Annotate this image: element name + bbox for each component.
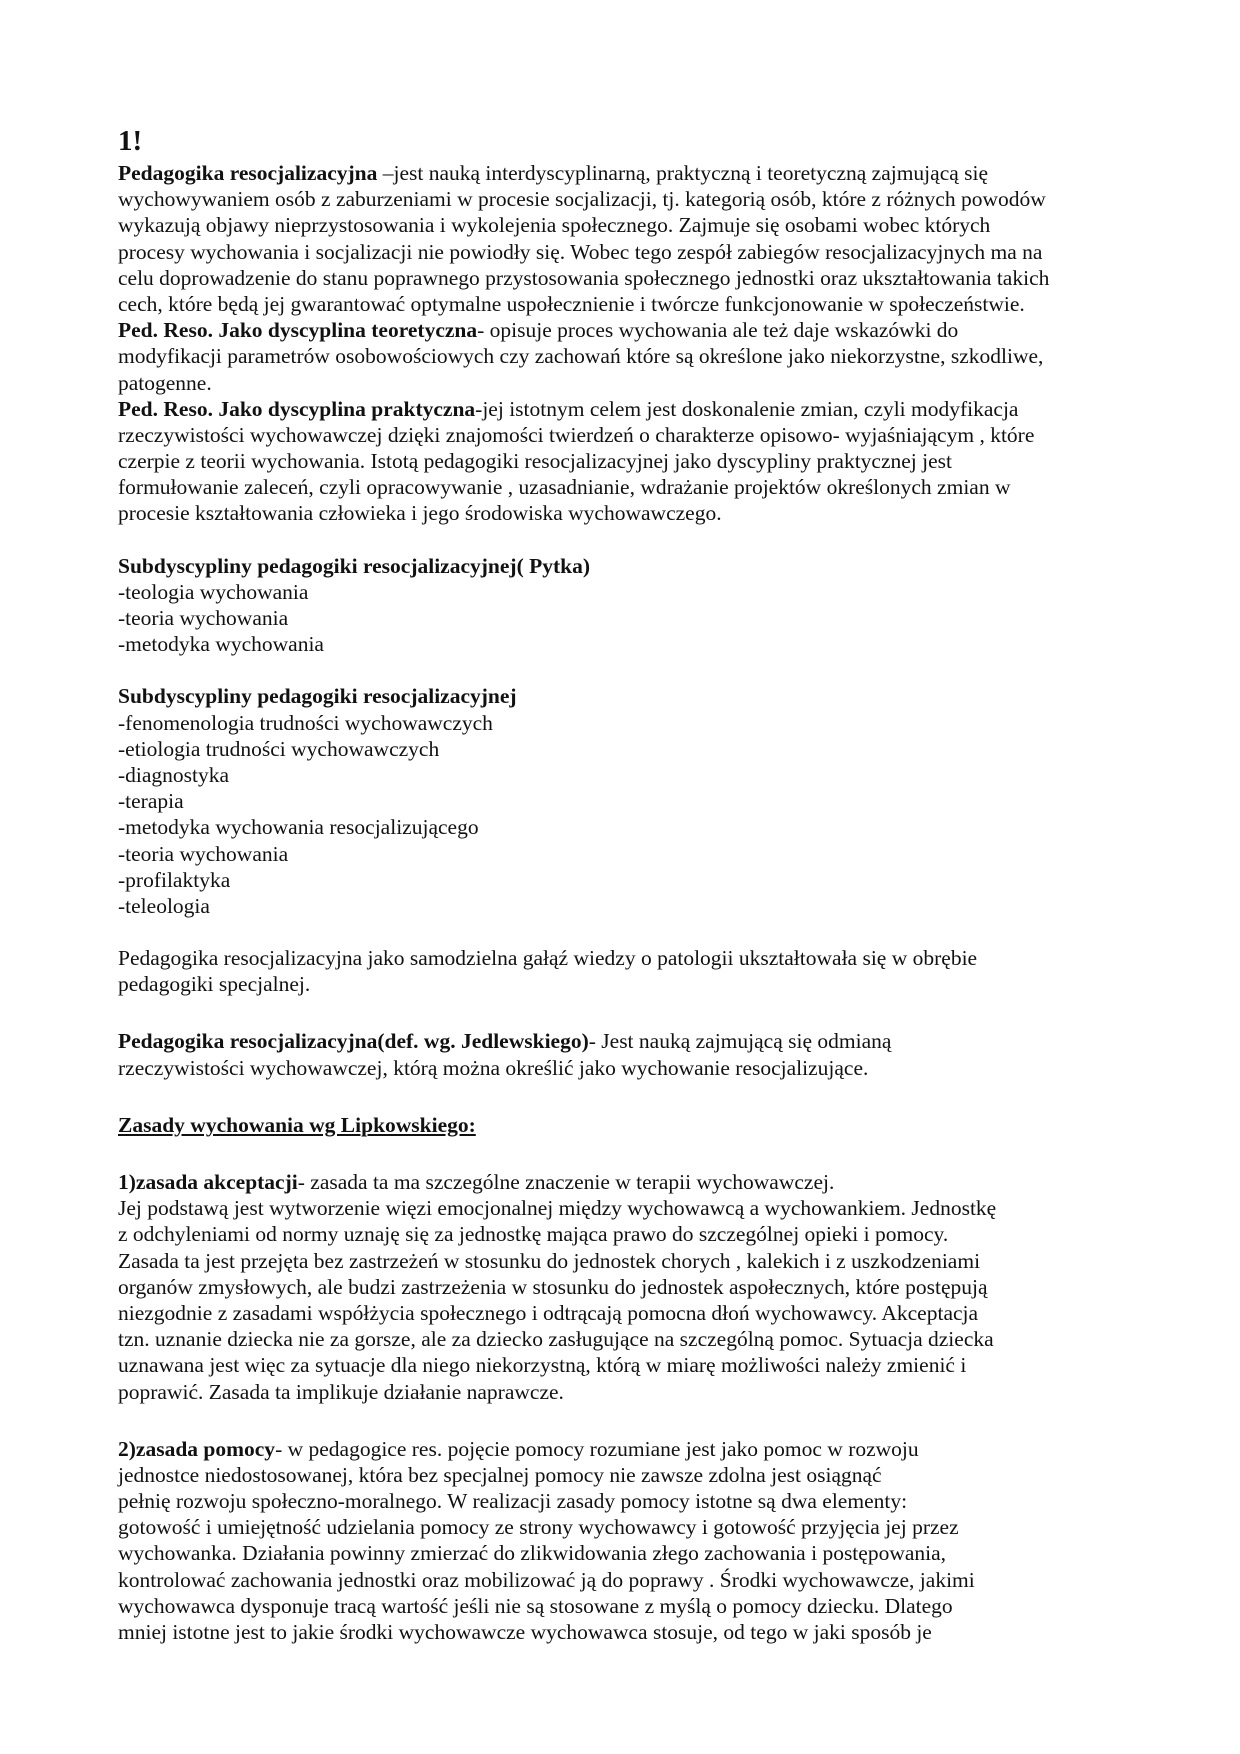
text-line [118, 265, 1128, 291]
paragraph [118, 1436, 1128, 1646]
paragraph [118, 683, 1128, 919]
text-line [118, 1112, 1128, 1138]
text-run: niezgodnie z zasadami współżycia społecznego i odtrącają pomocna dłoń wychowawcy. Akceptacja [118, 1300, 979, 1325]
text-line [118, 1028, 1128, 1054]
text-line [118, 788, 1128, 814]
text-line [118, 1379, 1128, 1405]
text-line [118, 945, 1128, 971]
text-run: wychowywaniem osób z zaburzeniami w procesie socjalizacji, tj. kategorią osób, które z różnych powodów [118, 187, 1046, 212]
text-line [118, 631, 1128, 657]
text-run: -teoria wychowania [118, 606, 289, 630]
text-run: –jest nauką interdyscyplinarną, praktyczną i teoretyczną zajmującą się [382, 161, 989, 185]
text-line [118, 1540, 1128, 1566]
text-run: -etiologia trudności wychowawczych [118, 736, 440, 761]
text-line [118, 370, 1128, 396]
text-run: - Jest nauką zajmującą się odmianą [588, 1029, 892, 1054]
text-run: tzn. uznanie dziecka nie za gorsze, ale za dziecko zasługujące na szczególną pomoc. Sytuacja dziecka [118, 1327, 994, 1352]
text-line [118, 1169, 1128, 1195]
text-run: - zasada ta ma szczególne znaczenie w terapii wychowawczej. [297, 1170, 835, 1194]
text-line [118, 1567, 1128, 1593]
text-line [118, 291, 1128, 317]
text-line [118, 971, 1128, 997]
bold-term: Subdyscypliny pedagogiki resocjalizacyjnej [118, 684, 517, 709]
text-run: pełnię rozwoju społeczno-moralnego. W realizacji zasady pomocy istotne są dwa elementy: [118, 1489, 908, 1514]
text-run: - w pedagogice res. pojęcie pomocy rozumiane jest jako pomoc w rozwoju [275, 1436, 919, 1461]
text-line [118, 579, 1128, 605]
text-line [118, 1326, 1128, 1352]
text-line [118, 1221, 1128, 1247]
text-run: Jej podstawą jest wytworzenie więzi emocjonalnej między wychowawcą a wychowankiem. Jednostkę [118, 1196, 997, 1221]
text-run: wychowanka. Działania powinny zmierzać do zlikwidowania złego zachowania i postępowania, [118, 1541, 947, 1566]
text-run: -teleologia [118, 893, 210, 918]
text-run: mniej istotne jest to jakie środki wychowawcze wychowawca stosuje, od tego w jaki sposób je [118, 1620, 932, 1644]
text-run: pedagogiki specjalnej. [118, 972, 311, 997]
text-run: poprawić. Zasada ta implikuje działanie naprawcze. [118, 1379, 564, 1404]
bold-term: 2)zasada pomocy [118, 1436, 276, 1461]
paragraph [118, 1112, 1128, 1138]
text-run: rzeczywistości wychowawczej, którą można określić jako wychowanie resocjalizujące. [118, 1055, 869, 1080]
text-line [118, 212, 1128, 238]
paragraph [118, 160, 1128, 527]
text-run: gotowość i umiejętność udzielania pomocy ze strony wychowawcy i gotowość przyjęcia jej przez [118, 1515, 959, 1540]
text-run: procesy wychowania i socjalizacji nie powiodły się. Wobec tego zespół zabiegów resocjalizacyjnych ma na [118, 239, 1043, 264]
text-line [118, 841, 1128, 867]
text-line [118, 710, 1128, 736]
text-run: - opisuje proces wychowania ale też daje wskazówki do [477, 318, 959, 343]
bold-term: Ped. Reso. Jako dyscyplina teoretyczna [118, 318, 478, 343]
text-line [118, 1300, 1128, 1326]
bold-term: Subdyscypliny pedagogiki resocjalizacyjnej( Pytka) [118, 553, 591, 578]
text-run: wychowawca dysponuje tracą wartość jeśli nie są stosowane z myślą o pomocy dziecku. Dlatego [118, 1593, 953, 1618]
text-run: z odchyleniami od normy uznaję się za jednostkę mająca prawo do szczególnej opieki i pomocy. [118, 1222, 949, 1247]
text-line [118, 1055, 1128, 1081]
document-body [118, 160, 1128, 1645]
text-run: -teoria wychowania [118, 841, 289, 866]
text-line [118, 893, 1128, 919]
text-run: wykazują objawy nieprzystosowania i wykolejenia społecznego. Zajmuje się osobami wobec których [118, 213, 991, 238]
text-run: kontrolować zachowania jednostki oraz mobilizować ją do poprawy . Środki wychowawcze, jakimi [118, 1567, 975, 1592]
text-line [118, 474, 1128, 500]
text-line [118, 239, 1128, 265]
text-run: formułowanie zaleceń, czyli opracowywanie , uzasadnianie, wdrażanie projektów określonych zmian w [118, 475, 1011, 500]
text-line [118, 1352, 1128, 1378]
paragraph [118, 553, 1128, 658]
text-line [118, 396, 1128, 422]
text-line [118, 317, 1128, 343]
text-run: -jej istotnym celem jest doskonalenie zmian, czyli modyfikacja [475, 396, 1019, 421]
bold-term: Ped. Reso. Jako dyscyplina praktyczna [118, 396, 476, 421]
paragraph [118, 1169, 1128, 1405]
text-run: uznawana jest więc za sytuacje dla niego niekorzystną, którą w miarę możliwości należy zmienić i [118, 1353, 967, 1378]
text-line [118, 500, 1128, 526]
text-line [118, 448, 1128, 474]
text-line [118, 736, 1128, 762]
text-line [118, 683, 1128, 709]
text-line [118, 1619, 1128, 1645]
paragraph [118, 1028, 1128, 1080]
text-run: cech, które będą jej gwarantować optymalne uspołecznienie i twórcze funkcjonowanie w społeczeństwie. [118, 291, 1025, 316]
text-line [118, 1274, 1128, 1300]
text-line [118, 343, 1128, 369]
text-line [118, 160, 1128, 186]
text-run: -fenomenologia trudności wychowawczych [118, 710, 493, 735]
section-heading: Zasady wychowania wg Lipkowskiego: [118, 1112, 476, 1137]
text-line [118, 553, 1128, 579]
text-run: patogenne. [118, 370, 212, 395]
text-run: Pedagogika resocjalizacyjna jako samodzielna gałąź wiedzy o patologii ukształtowała się w obrębie [118, 946, 978, 971]
document-title: 1! [118, 125, 143, 157]
text-line [118, 1593, 1128, 1619]
text-run: organów zmysłowych, ale budzi zastrzeżenia w stosunku do jednostek aspołecznych, które postępują [118, 1274, 988, 1299]
text-line [118, 867, 1128, 893]
text-line [118, 1248, 1128, 1274]
text-run: modyfikacji parametrów osobowościowych czy zachowań które są określone jako niekorzystne, szkodliwe, [118, 344, 1044, 369]
text-line [118, 186, 1128, 212]
paragraph [118, 945, 1128, 997]
text-line [118, 1514, 1128, 1540]
text-line [118, 605, 1128, 631]
document-page [118, 122, 1128, 1645]
text-run: rzeczywistości wychowawczej dzięki znajomości twierdzeń o charakterze opisowo- wyjaśniającym , które [118, 422, 1035, 447]
text-run: jednostce niedostosowanej, która bez specjalnej pomocy nie zawsze zdolna jest osiągnąć [118, 1462, 882, 1487]
text-line [118, 1195, 1128, 1221]
text-run: -profilaktyka [118, 867, 231, 892]
text-run: Zasada ta jest przejęta bez zastrzeżeń w stosunku do jednostek chorych , kalekich i z uszkodzeniami [118, 1248, 981, 1273]
text-run: -teologia wychowania [118, 579, 309, 604]
text-run: -metodyka wychowania [118, 632, 324, 657]
text-line [118, 814, 1128, 840]
text-line [118, 1462, 1128, 1488]
text-line [118, 1488, 1128, 1514]
bold-term: 1)zasada akceptacji [118, 1170, 298, 1194]
text-run: -metodyka wychowania resocjalizującego [118, 815, 479, 840]
text-line [118, 1436, 1128, 1462]
text-run: czerpie z teorii wychowania. Istotą pedagogiki resocjalizacyjnej jako dyscypliny praktycznej jest [118, 449, 952, 474]
text-line [118, 422, 1128, 448]
text-run: procesie kształtowania człowieka i jego środowiska wychowawczego. [118, 501, 722, 526]
text-line [118, 762, 1128, 788]
text-run: -terapia [118, 789, 184, 814]
bold-term: Pedagogika resocjalizacyjna [118, 161, 383, 185]
bold-term: Pedagogika resocjalizacyjna(def. wg. Jedlewskiego) [118, 1029, 589, 1054]
text-run: celu doprowadzenie do stanu poprawnego przystosowania społecznego jednostki oraz ukształtowania takich [118, 265, 1050, 290]
text-run: -diagnostyka [118, 762, 230, 787]
